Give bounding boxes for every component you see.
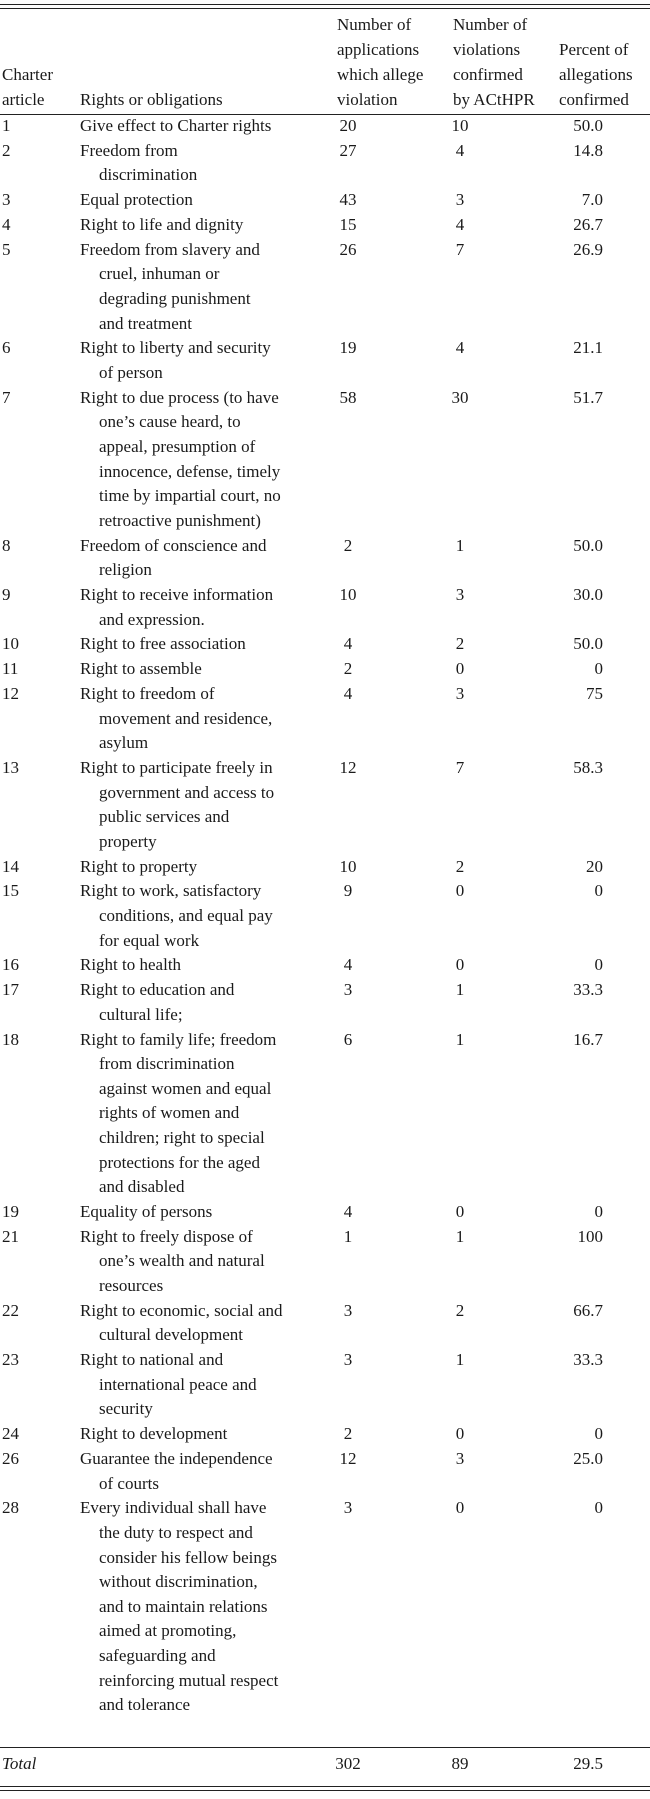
rights-text <box>80 953 320 978</box>
percent-confirmed: 7.0 <box>581 190 603 210</box>
article-number: 9 <box>2 585 11 604</box>
violations-count: 0 <box>455 1498 465 1518</box>
rights-line: Right to freely dispose of <box>80 1226 253 1246</box>
rights-text <box>80 632 320 657</box>
rights-line: international peace and <box>99 1374 257 1394</box>
article-number: 24 <box>2 1424 19 1444</box>
rights-line: cruel, inhuman or <box>99 264 220 284</box>
rights-text <box>80 682 320 756</box>
rights-line: movement and residence, <box>99 708 273 728</box>
applications-count: 10 <box>339 856 357 876</box>
rights-line: Guarantee the independence <box>80 1449 273 1468</box>
rights-line: Equal protection <box>80 190 193 210</box>
article-number: 23 <box>2 1350 19 1370</box>
rights-line: Right to economic, social and <box>80 1300 283 1320</box>
percent-confirmed: 75 <box>586 684 603 703</box>
applications-count: 3 <box>343 1498 353 1518</box>
article-number: 11 <box>2 659 19 679</box>
rights-line: Right to freedom of <box>80 684 215 703</box>
rights-line: time by impartial court, no <box>99 486 281 506</box>
violations-count: 3 <box>455 684 465 703</box>
rights-line: Every individual shall have <box>80 1498 267 1518</box>
rights-line: Right to assemble <box>80 659 202 679</box>
percent-confirmed: 50.0 <box>573 535 603 555</box>
rights-line: and treatment <box>99 313 192 333</box>
rights-line: cultural development <box>99 1325 243 1345</box>
article-number: 1 <box>2 116 11 135</box>
rights-line: Right to property <box>80 856 198 876</box>
percent-confirmed: 25.0 <box>573 1449 603 1468</box>
rights-line: Right to national and <box>80 1350 224 1370</box>
rights-text <box>80 756 320 854</box>
percent-confirmed: 0 <box>594 1202 603 1221</box>
article-number: 2 <box>2 140 11 160</box>
rights-line: rights of women and <box>99 1103 240 1123</box>
article-number: 26 <box>2 1449 19 1468</box>
rights-text <box>80 1422 320 1447</box>
bottom-rule-lower <box>0 1790 650 1791</box>
applications-count: 43 <box>339 190 357 210</box>
applications-count: 27 <box>339 140 357 160</box>
total-rule <box>0 1747 650 1748</box>
rights-text <box>80 1348 320 1422</box>
rights-text <box>80 1299 320 1348</box>
violations-count: 4 <box>455 215 465 234</box>
percent-confirmed: 33.3 <box>573 980 603 1000</box>
article-number: 28 <box>2 1498 19 1518</box>
rights-line: safeguarding and <box>99 1645 216 1665</box>
rights-line: one’s cause heard, to <box>99 412 241 432</box>
percent-confirmed: 58.3 <box>573 758 603 777</box>
rights-text <box>80 139 320 188</box>
rights-line: Right to liberty and security <box>80 338 271 358</box>
rights-text <box>80 386 320 534</box>
top-rule-upper <box>0 4 650 5</box>
applications-count: 4 <box>343 684 353 703</box>
article-number: 18 <box>2 1029 19 1049</box>
article-number: 6 <box>2 338 11 358</box>
applications-count: 4 <box>343 1202 353 1221</box>
violations-count: 2 <box>455 634 465 654</box>
header-number-of-applications: Number of applications which allege violation <box>337 15 424 109</box>
article-number: 21 <box>2 1226 19 1246</box>
applications-count: 20 <box>339 116 357 135</box>
article-number: 17 <box>2 980 19 1000</box>
rights-line: of courts <box>99 1473 159 1493</box>
rights-line: and expression. <box>99 609 205 629</box>
rights-line: against women and equal <box>99 1078 272 1098</box>
bottom-rule-upper <box>0 1786 650 1787</box>
rights-line: from discrimination <box>99 1054 235 1074</box>
rights-line: Right to health <box>80 955 182 975</box>
total-percent: 29.5 <box>573 1754 603 1773</box>
total-violations: 89 <box>451 1754 469 1773</box>
violations-count: 0 <box>455 955 465 975</box>
rights-line: protections for the aged <box>99 1152 260 1172</box>
rights-line: appeal, presumption of <box>99 436 256 456</box>
violations-count: 1 <box>455 1226 465 1246</box>
rights-text <box>80 1200 320 1225</box>
rights-line: without discrimination, <box>99 1572 258 1592</box>
applications-count: 1 <box>343 1226 353 1246</box>
article-number: 3 <box>2 190 11 210</box>
rights-text <box>80 657 320 682</box>
rights-line: and to maintain relations <box>99 1596 268 1616</box>
violations-count: 7 <box>455 758 465 777</box>
article-number: 13 <box>2 758 19 777</box>
rights-line: Right to receive information <box>80 585 274 604</box>
applications-count: 4 <box>343 955 353 975</box>
violations-count: 2 <box>455 1300 465 1320</box>
header-rights-or-obligations: Rights or obligations <box>80 90 223 109</box>
article-number: 16 <box>2 955 19 975</box>
violations-count: 0 <box>455 881 465 901</box>
percent-confirmed: 66.7 <box>573 1300 603 1320</box>
rights-line: Freedom from <box>80 140 178 160</box>
rights-line: Give effect to Charter rights <box>80 116 272 135</box>
applications-count: 2 <box>343 535 353 555</box>
rights-line: children; right to special <box>99 1127 265 1147</box>
rights-text <box>80 1225 320 1299</box>
applications-count: 9 <box>343 881 353 901</box>
header-charter-article: Charter article <box>2 65 53 109</box>
violations-count: 0 <box>455 1202 465 1221</box>
percent-confirmed: 50.0 <box>573 634 603 654</box>
violations-count: 3 <box>455 190 465 210</box>
rights-line: Right to life and dignity <box>80 215 244 234</box>
header-number-of-violations: Number of violations confirmed by ACtHPR <box>453 15 535 109</box>
rights-line: religion <box>99 560 152 580</box>
rights-line: security <box>99 1399 153 1419</box>
rights-line: consider his fellow beings <box>99 1547 277 1567</box>
percent-confirmed: 0 <box>594 1424 603 1444</box>
rights-line: public services and <box>99 807 230 827</box>
applications-count: 26 <box>339 239 357 259</box>
violations-count: 4 <box>455 338 465 358</box>
rights-text <box>80 114 320 139</box>
rights-line: cultural life; <box>99 1004 183 1024</box>
applications-count: 12 <box>339 1449 357 1468</box>
total-label: Total <box>2 1754 37 1773</box>
rights-line: and tolerance <box>99 1695 191 1715</box>
rights-line: discrimination <box>99 165 198 185</box>
article-number: 15 <box>2 881 19 901</box>
applications-count: 6 <box>343 1029 353 1049</box>
violations-count: 4 <box>455 140 465 160</box>
rights-text <box>80 336 320 385</box>
applications-count: 10 <box>339 585 357 604</box>
violations-count: 1 <box>455 535 465 555</box>
percent-confirmed: 16.7 <box>573 1029 603 1049</box>
violations-count: 7 <box>455 239 465 259</box>
rights-line: Freedom from slavery and <box>80 239 260 259</box>
applications-count: 3 <box>343 1300 353 1320</box>
violations-count: 0 <box>455 659 465 679</box>
percent-confirmed: 26.9 <box>573 239 603 259</box>
percent-confirmed: 14.8 <box>573 140 603 160</box>
percent-confirmed: 50.0 <box>573 116 603 135</box>
article-number: 5 <box>2 239 11 259</box>
percent-confirmed: 20 <box>586 856 603 876</box>
rights-line: of person <box>99 362 163 382</box>
rights-text <box>80 978 320 1027</box>
rights-line: Right to free association <box>80 634 246 654</box>
rights-line: degrading punishment <box>99 288 251 308</box>
applications-count: 12 <box>339 758 357 777</box>
percent-confirmed: 0 <box>594 1498 603 1518</box>
applications-count: 4 <box>343 634 353 654</box>
percent-confirmed: 26.7 <box>573 215 603 234</box>
article-number: 19 <box>2 1202 19 1221</box>
percent-confirmed: 0 <box>594 955 603 975</box>
rights-line: conditions, and equal pay <box>99 905 273 925</box>
rights-line: Right to development <box>80 1424 228 1444</box>
percent-confirmed: 33.3 <box>573 1350 603 1370</box>
rights-line: government and access to <box>99 782 275 802</box>
rights-text <box>80 238 320 336</box>
applications-count: 15 <box>339 215 357 234</box>
applications-count: 19 <box>339 338 357 358</box>
rights-text <box>80 1447 320 1496</box>
violations-count: 2 <box>455 856 465 876</box>
header-percent-confirmed: Percent of allegations confirmed <box>559 40 633 109</box>
violations-count: 3 <box>455 1449 465 1468</box>
rights-text <box>80 855 320 880</box>
percent-confirmed: 30.0 <box>573 585 603 604</box>
rights-line: one’s wealth and natural <box>99 1251 265 1271</box>
percent-confirmed: 21.1 <box>573 338 603 358</box>
rights-line: Right to participate freely in <box>80 758 273 777</box>
rights-line: the duty to respect and <box>99 1522 253 1542</box>
percent-confirmed: 51.7 <box>573 387 603 407</box>
percent-confirmed: 100 <box>577 1226 603 1246</box>
applications-count: 2 <box>343 1424 353 1444</box>
article-number: 4 <box>2 215 11 234</box>
rights-line: resources <box>99 1275 164 1295</box>
violations-count: 3 <box>455 585 465 604</box>
rights-line: reinforcing mutual respect <box>99 1670 279 1690</box>
rights-line: Right to due process (to have <box>80 387 279 407</box>
rights-text <box>80 583 320 632</box>
rights-text <box>80 213 320 238</box>
violations-count: 1 <box>455 1029 465 1049</box>
article-number: 7 <box>2 387 11 407</box>
violations-count: 10 <box>451 116 469 135</box>
rights-line: Right to education and <box>80 980 235 1000</box>
rights-line: Freedom of conscience and <box>80 535 267 555</box>
rights-line: Right to family life; freedom <box>80 1029 277 1049</box>
rights-line: and disabled <box>99 1177 185 1197</box>
applications-count: 3 <box>343 980 353 1000</box>
applications-count: 58 <box>339 387 357 407</box>
rights-line: Right to work, satisfactory <box>80 881 262 901</box>
violations-count: 0 <box>455 1424 465 1444</box>
applications-count: 2 <box>343 659 353 679</box>
applications-count: 3 <box>343 1350 353 1370</box>
top-rule-lower <box>0 8 650 9</box>
article-number: 10 <box>2 634 19 654</box>
rights-text <box>80 879 320 953</box>
percent-confirmed: 0 <box>594 881 603 901</box>
rights-line: retroactive punishment) <box>99 510 261 530</box>
article-number: 8 <box>2 535 11 555</box>
rights-text <box>80 188 320 213</box>
rights-line: asylum <box>99 733 149 753</box>
violations-count: 1 <box>455 1350 465 1370</box>
rights-line: property <box>99 831 157 851</box>
rights-line: aimed at promoting, <box>99 1621 237 1641</box>
rights-line: innocence, defense, timely <box>99 461 281 481</box>
rights-line: Equality of persons <box>80 1202 213 1221</box>
percent-confirmed: 0 <box>594 659 603 679</box>
violations-count: 30 <box>451 387 469 407</box>
rights-text <box>80 1496 320 1717</box>
violations-count: 1 <box>455 980 465 1000</box>
total-applications: 302 <box>335 1754 361 1773</box>
article-number: 14 <box>2 856 19 876</box>
article-number: 12 <box>2 684 19 703</box>
rights-line: for equal work <box>99 930 200 950</box>
article-number: 22 <box>2 1300 19 1320</box>
rights-text <box>80 1028 320 1200</box>
rights-text <box>80 534 320 583</box>
